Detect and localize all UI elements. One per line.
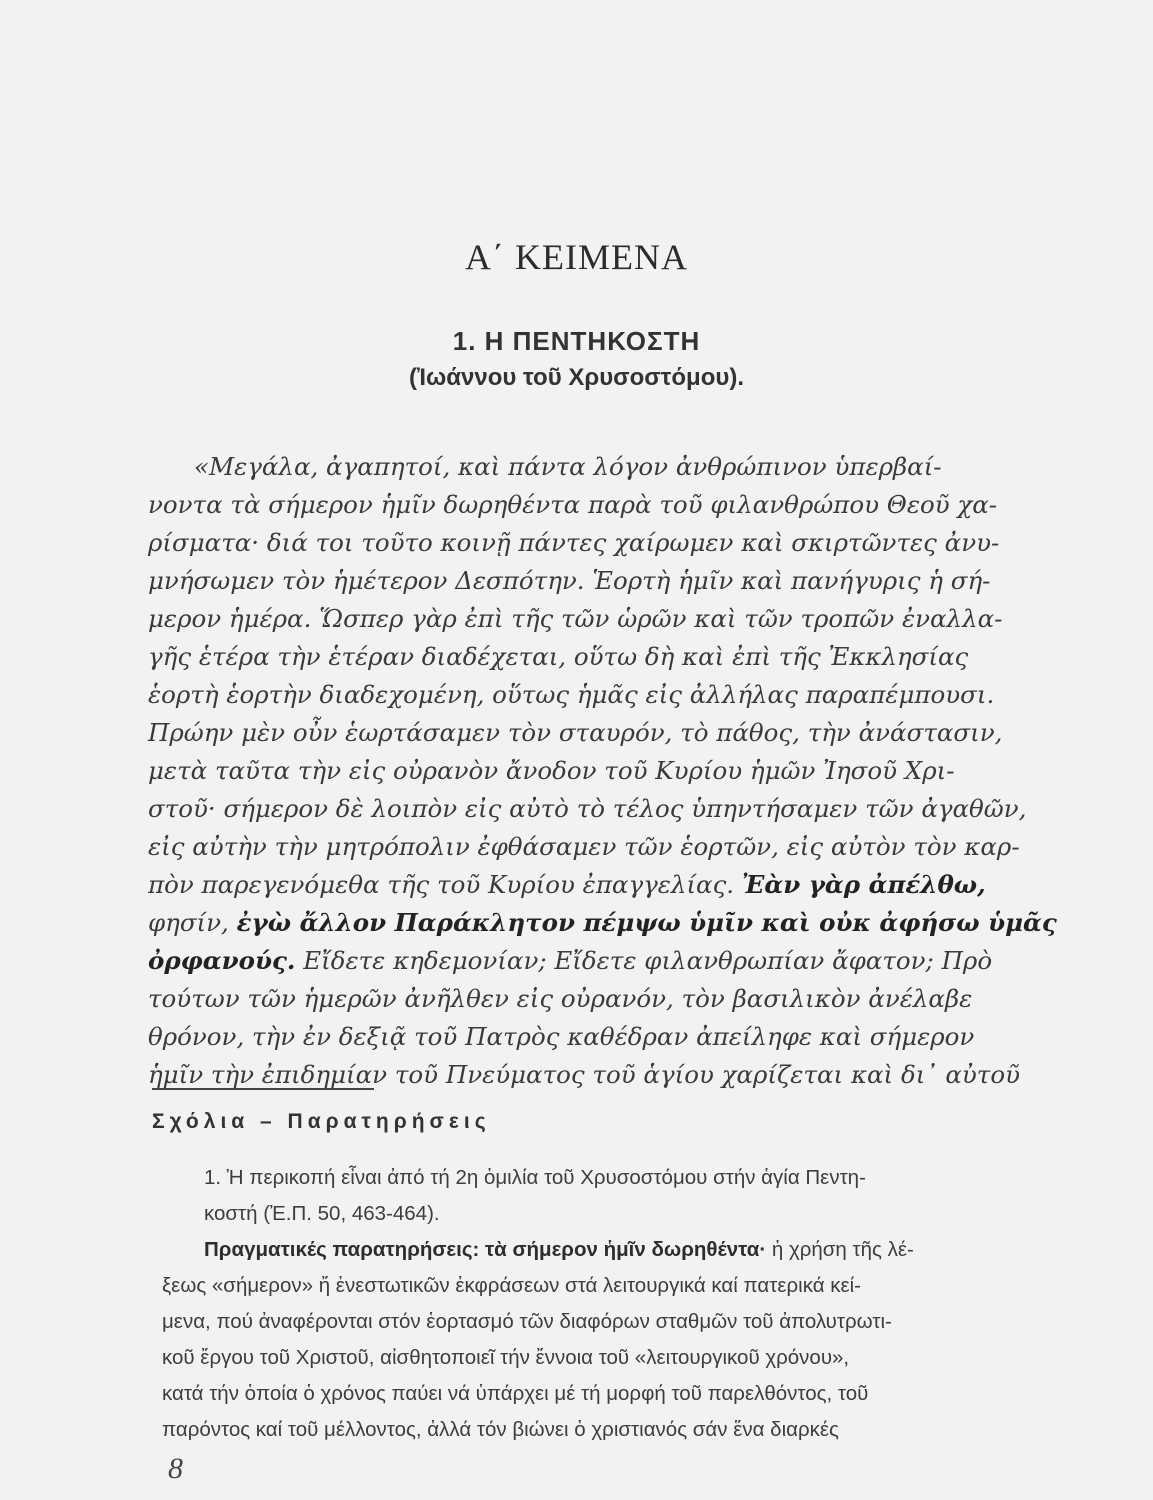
section-subtitle: (Ἰωάννου τοῦ Χρυσοστόμου). bbox=[408, 364, 745, 391]
note-line: παρόντος καί τοῦ μέλλοντος, ἀλλά τόν βιώνει ὁ χριστιανός σάν ἕνα διαρκές bbox=[162, 1418, 839, 1441]
text-line: Πρώην μὲν οὖν ἑωρτάσαμεν τὸν σταυρόν, τὸ πάθος, τὴν ἀνάστασιν, bbox=[148, 718, 1003, 747]
part-title: Α΄ ΚΕΙΜΕΝΑ bbox=[465, 237, 688, 277]
text-line: τούτων τῶν ἡμερῶν ἀνῆλθεν εἰς οὐρανόν, τὸν βασιλικὸν ἀνέλαβε bbox=[148, 984, 973, 1013]
section-title: 1. Η ΠΕΝΤΗΚΟΣΤΗ bbox=[452, 326, 701, 356]
note-line: κοστή (Ἐ.Π. 50, 463-464). bbox=[204, 1202, 440, 1225]
text-line bbox=[148, 870, 986, 899]
text-line: ρίσματα· διά τοι τοῦτο κοινῇ πάντες χαίρωμεν καὶ σκιρτῶντες ἀνυ- bbox=[148, 528, 1000, 557]
notes-heading: Σχόλια – Παρατηρήσεις bbox=[152, 1110, 491, 1133]
text-line: γῆς ἑτέρα τὴν ἑτέραν διαδέχεται, οὕτω δὴ καὶ ἐπὶ τῆς Ἐκκλησίας bbox=[148, 642, 969, 671]
text-line: θρόνον, τὴν ἐν δεξιᾷ τοῦ Πατρὸς καθέδραν ἀπείληφε καὶ σήμερον bbox=[148, 1022, 975, 1051]
note-line: κοῦ ἔργου τοῦ Χριστοῦ, αἰσθητοποιεῖ τήν ἔννοια τοῦ «λειτουργικοῦ χρόνου», bbox=[162, 1346, 850, 1369]
note-line bbox=[204, 1238, 914, 1262]
quote-emphasis: Ἐὰν γὰρ ἀπέλθω, bbox=[741, 870, 986, 899]
text-line: «Μεγάλα, ἀγαπητοί, καὶ πάντα λόγον ἀνθρώπινον ὑπερβαί- bbox=[194, 452, 942, 481]
page-number: 8 bbox=[168, 1452, 183, 1485]
quote-emphasis: ὀρφανούς. bbox=[148, 946, 296, 975]
text-line bbox=[148, 946, 992, 975]
text-line bbox=[148, 908, 1057, 937]
text-span: φησίν, bbox=[148, 908, 237, 937]
quote-emphasis: ἐγὼ ἄλλον Παράκλητον πέμψω ὑμῖν καὶ οὐκ ἀφήσω ὑμᾶς bbox=[236, 908, 1057, 937]
footnote-divider bbox=[152, 1088, 374, 1090]
text-span: Εἴδετε κηδεμονίαν; Εἴδετε φιλανθρωπίαν ἄφατον; Πρὸ bbox=[295, 946, 993, 975]
text-line: εἰς αὐτὴν τὴν μητρόπολιν ἐφθάσαμεν τῶν ἑορτῶν, εἰς αὐτὸν τὸν καρ- bbox=[148, 832, 1020, 861]
text-line: ἡμῖν τὴν ἐπιδημίαν τοῦ Πνεύματος τοῦ ἁγίου χαρίζεται καὶ δι᾽ αὐτοῦ bbox=[148, 1060, 1020, 1089]
note-line: ξεως «σήμερον» ἤ ἐνεστωτικῶν ἐκφράσεων στά λειτουργικά καί πατερικά κεί- bbox=[162, 1274, 862, 1297]
text-line: στοῦ· σήμερον δὲ λοιπὸν εἰς αὐτὸ τὸ τέλος ὑπηντήσαμεν τῶν ἀγαθῶν, bbox=[148, 794, 1027, 823]
note-line: 1. Ἡ περικοπή εἶναι ἀπό τή 2η ὁμιλία τοῦ Χρυσοστόμου στήν ἁγία Πεντη- bbox=[204, 1166, 866, 1189]
note-label: Πραγματικές παρατηρήσεις: τὰ σήμερον ἡμῖν δωρηθέντα· bbox=[204, 1238, 767, 1261]
text-line: ἑορτὴ ἑορτὴν διαδεχομένη, οὕτως ἡμᾶς εἰς ἀλλήλας παραπέμπουσι. bbox=[148, 680, 995, 709]
note-span: ἡ χρήση τῆς λέ- bbox=[766, 1238, 914, 1261]
text-line: μνήσωμεν τὸν ἡμέτερον Δεσπότην. Ἑορτὴ ἡμῖν καὶ πανήγυρις ἡ σή- bbox=[148, 566, 991, 595]
text-line: μετὰ ταῦτα τὴν εἰς οὐρανὸν ἄνοδον τοῦ Κυρίου ἡμῶν Ἰησοῦ Χρι- bbox=[148, 756, 955, 785]
text-line: νοντα τὰ σήμερον ἡμῖν δωρηθέντα παρὰ τοῦ φιλανθρώπου Θεοῦ χα- bbox=[148, 490, 998, 519]
text-line: μερον ἡμέρα. Ὥσπερ γὰρ ἐπὶ τῆς τῶν ὡρῶν καὶ τῶν τροπῶν ἐναλλα- bbox=[148, 604, 1003, 633]
note-line: μενα, πού ἀναφέρονται στόν ἑορτασμό τῶν διαφόρων σταθμῶν τοῦ ἀπολυτρωτι- bbox=[162, 1310, 892, 1333]
note-line: κατά τήν ὁποία ὁ χρόνος παύει νά ὑπάρχει μέ τή μορφή τοῦ παρελθόντος, τοῦ bbox=[162, 1382, 869, 1405]
text-span: πὸν παρεγενόμεθα τῆς τοῦ Κυρίου ἐπαγγελίας. bbox=[148, 870, 742, 899]
